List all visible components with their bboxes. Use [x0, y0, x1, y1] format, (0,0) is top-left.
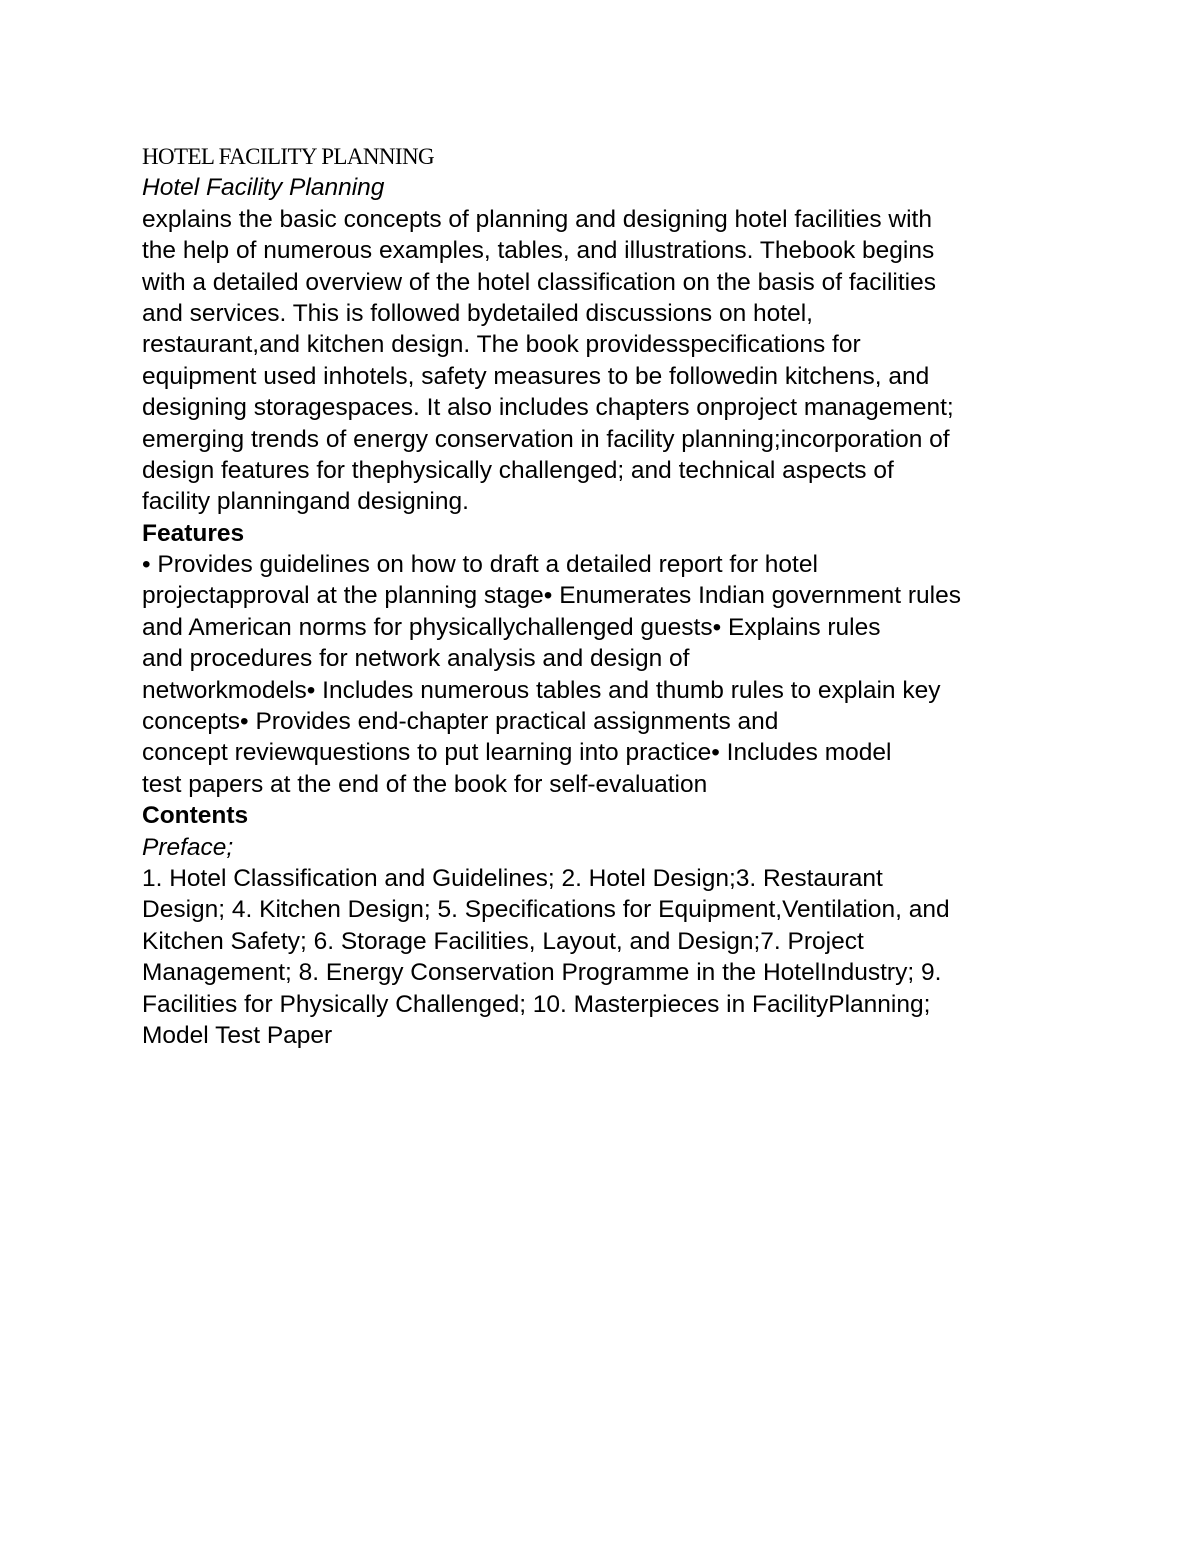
description-line: and services. This is followed bydetailed discussions on hotel, [142, 299, 813, 327]
features-heading: Features [142, 519, 245, 547]
description-line: the help of numerous examples, tables, and illustrations. Thebook begins [142, 237, 935, 265]
contents-line: Management; 8. Energy Conservation Programme in the HotelIndustry; 9. [142, 959, 942, 987]
contents-heading: Contents [142, 802, 249, 830]
description-line: emerging trends of energy conservation in facility planning;incorporation of [142, 425, 950, 453]
features-line: concepts• Provides end-chapter practical assignments and [142, 708, 779, 736]
features-list [142, 549, 1082, 800]
description-line: equipment used inhotels, safety measures to be followedin kitchens, and [142, 362, 930, 390]
description-line: restaurant,and kitchen design. The book providesspecifications for [142, 331, 861, 359]
contents-line: Design; 4. Kitchen Design; 5. Specifications for Equipment,Ventilation, and [142, 896, 950, 924]
contents-line: Kitchen Safety; 6. Storage Facilities, Layout, and Design;7. Project [142, 927, 864, 955]
contents-line: Model Test Paper [142, 1021, 333, 1049]
document-title: HOTEL FACILITY PLANNING [142, 144, 434, 169]
features-line: concept reviewquestions to put learning into practice• Includes model [142, 739, 892, 767]
preface-label: Preface; [142, 833, 234, 861]
contents-line: Facilities for Physically Challenged; 10. Masterpieces in FacilityPlanning; [142, 990, 931, 1018]
features-line: networkmodels• Includes numerous tables and thumb rules to explain key [142, 676, 941, 704]
contents-list [142, 863, 1082, 1051]
description-line: design features for thephysically challenged; and technical aspects of [142, 456, 894, 484]
description-line: with a detailed overview of the hotel classification on the basis of facilities [142, 268, 936, 296]
features-line: • Provides guidelines on how to draft a detailed report for hotel [142, 551, 818, 579]
description-line: designing storagespaces. It also includes chapters onproject management; [142, 394, 954, 422]
features-line: and procedures for network analysis and design of [142, 645, 690, 673]
contents-line: 1. Hotel Classification and Guidelines; 2. Hotel Design;3. Restaurant [142, 864, 883, 892]
book-title: Hotel Facility Planning [142, 174, 385, 202]
features-line: test papers at the end of the book for self-evaluation [142, 770, 708, 798]
description-line: facility planningand designing. [142, 488, 469, 516]
features-line: projectapproval at the planning stage• Enumerates Indian government rules [142, 582, 961, 610]
description-line: explains the basic concepts of planning and designing hotel facilities with [142, 205, 932, 233]
description-paragraph [142, 204, 1082, 518]
document-body [142, 141, 1082, 1051]
features-line: and American norms for physicallychallenged guests• Explains rules [142, 613, 881, 641]
